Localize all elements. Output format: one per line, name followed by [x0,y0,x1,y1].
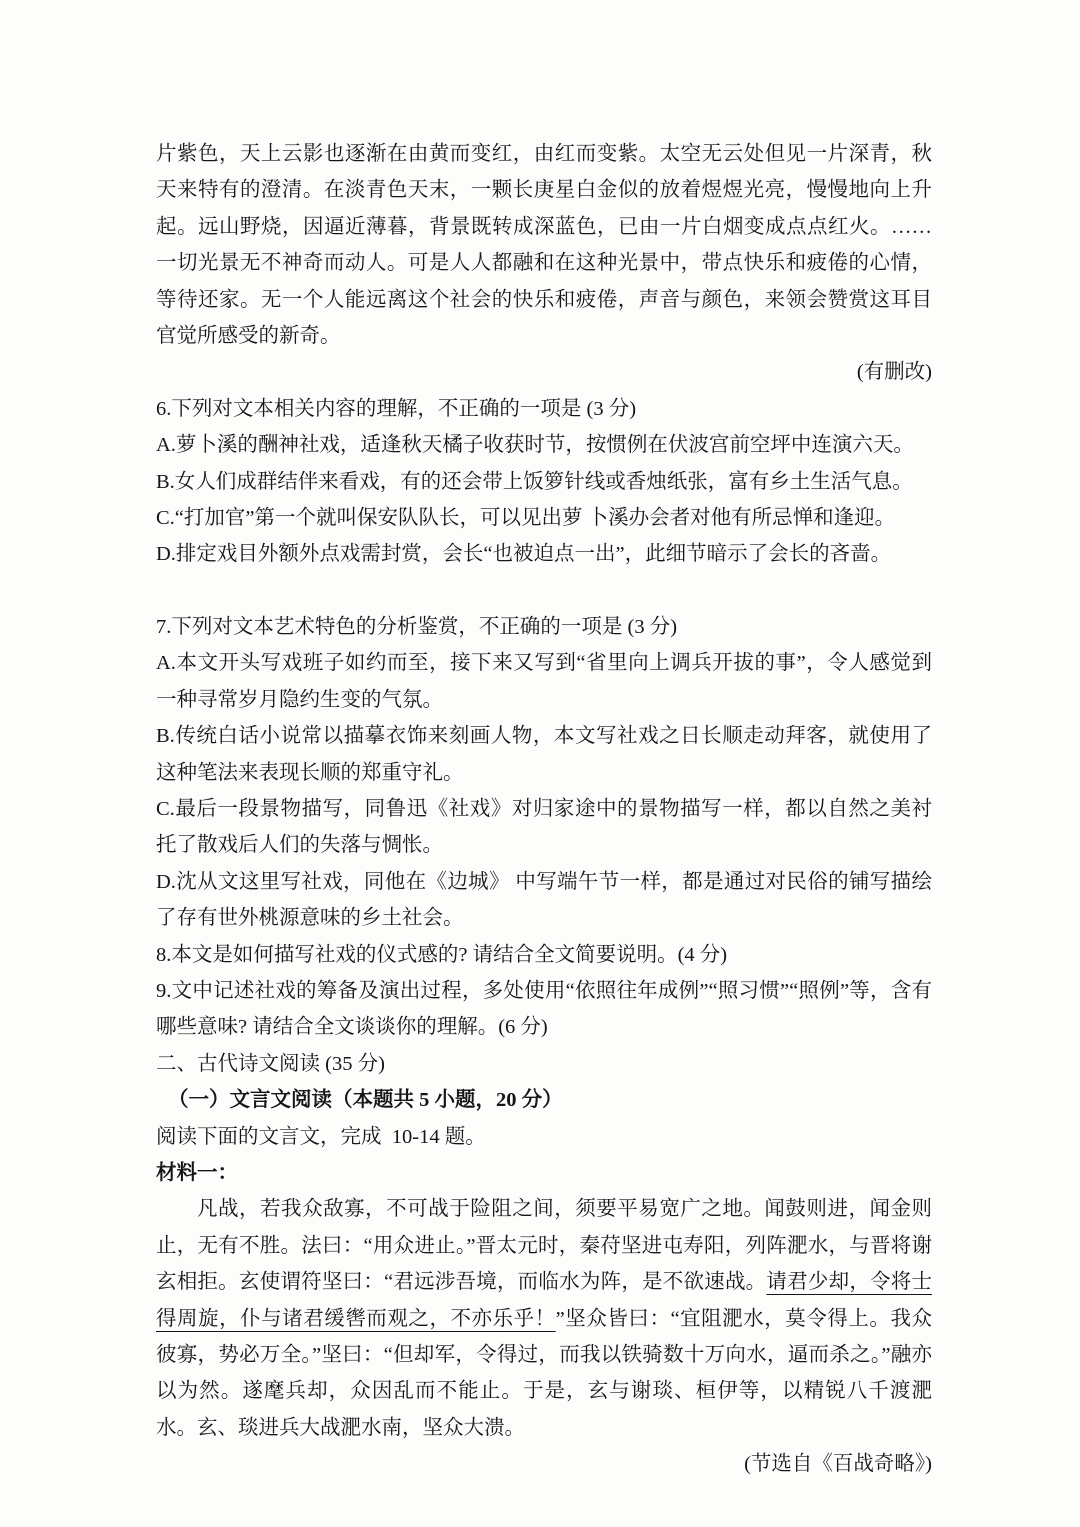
question-7-stem: 7.下列对文本艺术特色的分析鉴赏，不正确的一项是 (3 分) [156,615,678,638]
classical-underlined-sentence: 请君少却，令将士得周旋，仆与诸君缓辔而观之，不亦乐乎！ [156,1271,932,1330]
question-6-option-c: C.“打加官”第一个就叫保安队队长，可以见出萝 卜溪办会者对他有所忌惮和逢迎。 [156,507,896,530]
subsection-title: （一）文言文阅读（本题共 5 小题，20 分） [168,1089,563,1112]
reading-instruction: 阅读下面的文言文，完成 10-14 题。 [156,1125,486,1148]
spacer [156,573,932,609]
question-8: 8.本文是如何描写社戏的仪式感的? 请结合全文简要说明。(4 分) [156,943,728,966]
question-7-option-c: C.最后一段景物描写，同鲁迅《社戏》对归家途中的景物描写一样，都以自然之美衬托了散戏后人们的失落与惆怅。 [156,797,932,857]
question-7-option-a: A.本文开头写戏班子如约而至，接下来又写到“省里向上调兵开拔的事”，令人感觉到一种寻常岁月隐约生变的气氛。 [156,652,932,711]
question-7-option-d: D.沈从文这里写社戏，同他在《边城》 中写端午节一样，都是通过对民俗的铺写描绘了存有世外桃源意味的乡土社会。 [156,870,932,930]
classical-passage [156,1191,932,1446]
question-6-option-d: D.排定戏目外额外点戏需封赏，会长“也被迫点一出”，此细节暗示了会长的吝啬。 [156,543,892,566]
edit-note: (有删改) [856,361,932,384]
source-note: (节选自《百战奇略》) [744,1453,932,1476]
question-9: 9.文中记述社戏的筹备及演出过程，多处使用“依照往年成例”“照习惯”“照例”等，含有哪些意味? 请结合全文谈谈你的理解。(6 分) [156,979,932,1039]
question-6-option-b: B.女人们成群结伴来看戏，有的还会带上饭箩针线或香烛纸张，富有乡土生活气息。 [156,470,913,493]
material-1-label: 材料一： [156,1161,238,1184]
classical-part-1: 凡战，若我众敌寡，不可战于险阻之间，须要平易宽广之地。闻鼓则进，闻金则止，无有不胜。法曰：“用众进止。”晋太元时，秦苻坚进屯寿阳，列阵淝水，与晋将谢玄相拒。玄使谓符坚曰：“君远涉吾境，而临水为阵，是不欲速战。 [156,1198,932,1294]
question-6-option-a: A.萝卜溪的酬神社戏，适逢秋天橘子收获时节，按惯例在伏波宫前空坪中连演六天。 [156,434,914,457]
question-7-option-b: B.传统白话小说常以描摹衣饰来刻画人物，本文写社戏之日长顺走动拜客，就使用了这种笔法来表现长顺的郑重守礼。 [156,725,932,784]
question-6-stem: 6.下列对文本相关内容的理解，不正确的一项是 (3 分) [156,397,637,420]
classical-part-2: ”坚众皆曰：“宜阻淝水，莫令得上。我众彼寡，势必万全。”坚曰：“但却军，令得过，而我以铁骑数十万向水，逼而杀之。”融亦以为然。遂麾兵却，众因乱而不能止。于是，玄与谢琰、桓伊等，以精锐八千渡淝水。玄、琰进兵大战淝水南，坚众大溃。 [156,1307,932,1439]
section-2-title: 二、古代诗文阅读 (35 分) [156,1052,385,1075]
intro-paragraph: 片紫色，天上云影也逐渐在由黄而变红，由红而变紫。太空无云处但见一片深青，秋天来特有的澄清。在淡青色天末，一颗长庚星白金似的放着煜煜光亮，慢慢地向上升起。远山野烧，因逼近薄暮，背景既转成深蓝色，已由一片白烟变成点点红火。……一切光景无不神奇而动人。可是人人都融和在这种光景中，带点快乐和疲倦的心情，等待还家。无一个人能远离这个社会的快乐和疲倦，声音与颜色，来领会赞赏这耳目官觉所感受的新奇。 [156,143,932,348]
